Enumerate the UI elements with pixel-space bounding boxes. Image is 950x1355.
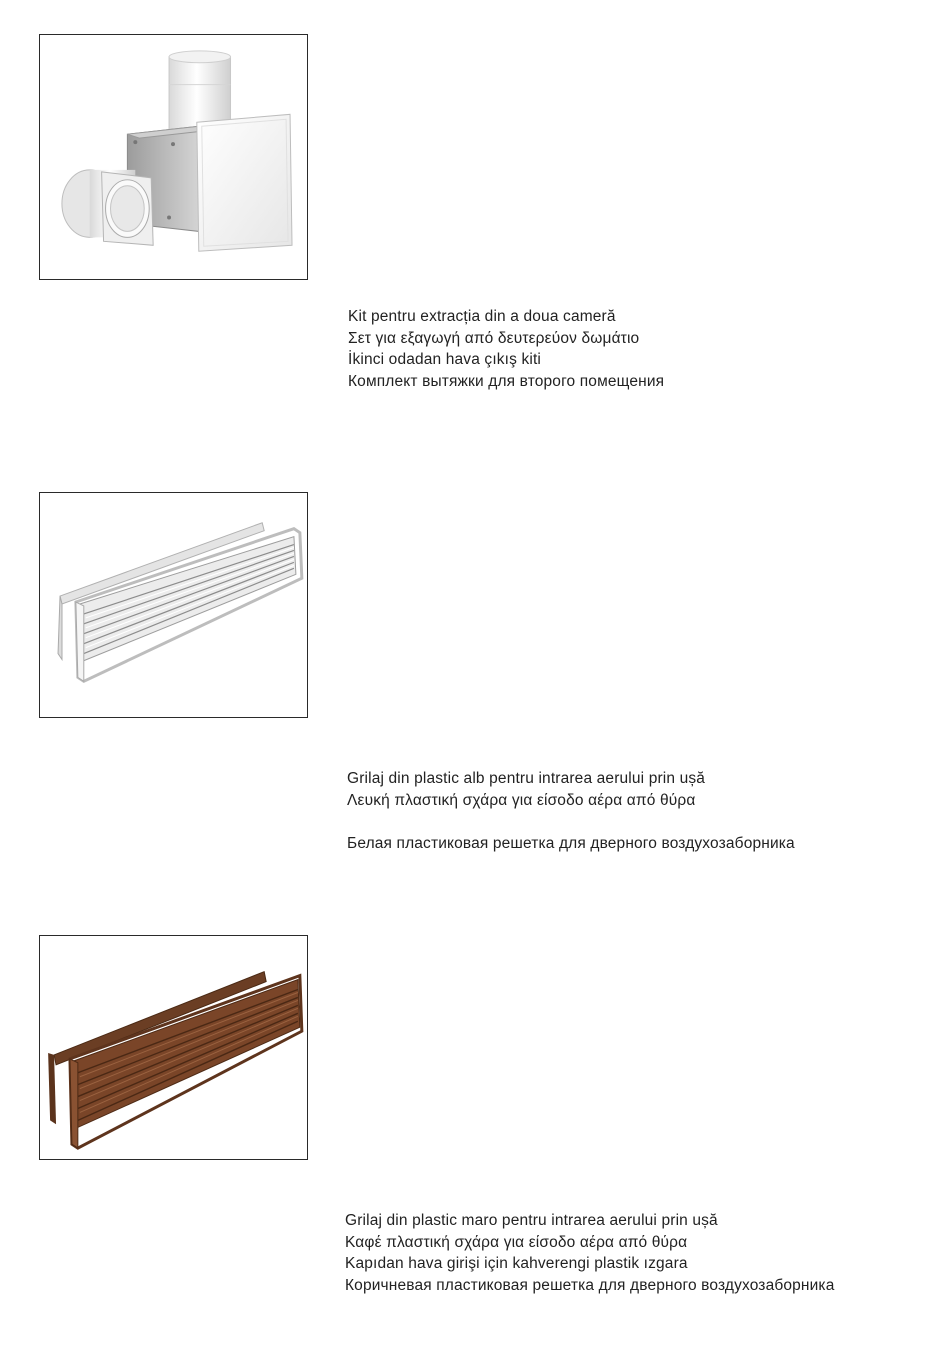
extraction-kit-illustration	[40, 35, 307, 279]
description-line-el: Λευκή πλαστική σχάρα για είσοδο αέρα από θύρα	[347, 791, 696, 809]
description-line-el: Καφέ πλαστική σχάρα για είσοδο αέρα από θύρα	[345, 1233, 688, 1251]
description-line-ro: Grilaj din plastic alb pentru intrarea aerului prin ușă	[347, 770, 706, 787]
brown-grille-illustration	[40, 936, 307, 1159]
description-line-tr: İkinci odadan hava çıkış kiti	[348, 351, 542, 368]
product-image-white-door-grille	[39, 492, 308, 718]
product-description-extraction-kit	[348, 306, 664, 392]
product-description-brown-door-grille	[345, 1210, 834, 1296]
description-line-blank	[347, 811, 795, 833]
description-line-ro: Grilaj din plastic maro pentru intrarea aerului prin ușă	[345, 1212, 718, 1229]
description-line-ro: Kit pentru extracția din a doua cameră	[348, 308, 616, 325]
description-line-tr: Kapıdan hava girişi için kahverengi plastik ızgara	[345, 1255, 688, 1272]
description-line-ru: Коричневая пластиковая решетка для дверного воздухозаборника	[345, 1276, 835, 1294]
product-description-white-door-grille	[347, 768, 795, 854]
white-grille-illustration	[40, 493, 307, 717]
description-line-ru: Комплект вытяжки для второго помещения	[348, 372, 665, 390]
product-image-brown-door-grille	[39, 935, 308, 1160]
description-line-ru: Белая пластиковая решетка для дверного воздухозаборника	[347, 834, 795, 852]
product-image-extraction-kit	[39, 34, 308, 280]
description-line-el: Σετ για εξαγωγή από δευτερεύον δωμάτιο	[348, 329, 640, 347]
